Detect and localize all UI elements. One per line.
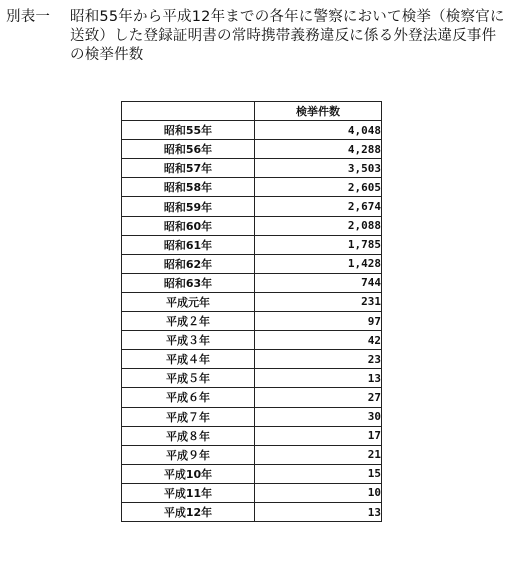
count-cell: 42 (255, 331, 382, 350)
year-cell: 昭和63年 (122, 273, 255, 292)
year-cell: 平成12年 (122, 502, 255, 521)
year-cell: 平成８年 (122, 426, 255, 445)
count-cell: 1,785 (255, 235, 382, 254)
year-cell: 平成７年 (122, 407, 255, 426)
table-row (122, 178, 382, 197)
arrest-count-table (121, 101, 382, 522)
table-row (122, 254, 382, 273)
table-body (122, 121, 382, 522)
count-cell: 4,048 (255, 121, 382, 140)
year-cell: 平成元年 (122, 292, 255, 311)
table-row (122, 407, 382, 426)
count-cell: 2,674 (255, 197, 382, 216)
count-cell: 231 (255, 292, 382, 311)
year-cell: 平成10年 (122, 464, 255, 483)
year-cell: 昭和60年 (122, 216, 255, 235)
count-cell: 23 (255, 350, 382, 369)
count-cell: 30 (255, 407, 382, 426)
count-cell: 97 (255, 312, 382, 331)
year-cell: 昭和62年 (122, 254, 255, 273)
table-row (122, 312, 382, 331)
year-cell: 平成４年 (122, 350, 255, 369)
count-cell: 21 (255, 445, 382, 464)
year-cell: 平成９年 (122, 445, 255, 464)
table-row (122, 464, 382, 483)
count-cell: 744 (255, 273, 382, 292)
year-cell: 平成11年 (122, 483, 255, 502)
year-cell: 昭和56年 (122, 140, 255, 159)
count-cell: 2,088 (255, 216, 382, 235)
count-cell: 17 (255, 426, 382, 445)
table-row (122, 235, 382, 254)
table-row (122, 292, 382, 311)
year-cell: 平成６年 (122, 388, 255, 407)
count-cell: 4,288 (255, 140, 382, 159)
year-cell: 昭和55年 (122, 121, 255, 140)
year-cell: 平成２年 (122, 312, 255, 331)
year-cell: 昭和57年 (122, 159, 255, 178)
caption-text: 昭和55年から平成12年までの各年に警察において検挙（検察官に送致）した登録証明書の常時携帯義務違反に係る外登法違反事件の検挙件数 (70, 9, 505, 63)
year-cell: 平成５年 (122, 369, 255, 388)
table-row (122, 273, 382, 292)
year-cell: 昭和59年 (122, 197, 255, 216)
table-row (122, 369, 382, 388)
count-cell: 15 (255, 464, 382, 483)
table-row (122, 388, 382, 407)
count-cell: 13 (255, 502, 382, 521)
header-year (122, 102, 255, 121)
count-cell: 10 (255, 483, 382, 502)
table-row (122, 121, 382, 140)
table-row (122, 426, 382, 445)
count-cell: 3,503 (255, 159, 382, 178)
year-cell: 昭和58年 (122, 178, 255, 197)
count-cell: 1,428 (255, 254, 382, 273)
count-cell: 27 (255, 388, 382, 407)
table-row (122, 445, 382, 464)
table-row (122, 350, 382, 369)
caption-label: 別表一 (6, 9, 51, 25)
table-row (122, 331, 382, 350)
count-cell: 2,605 (255, 178, 382, 197)
year-cell: 平成３年 (122, 331, 255, 350)
table-header-row (122, 102, 382, 121)
table-row (122, 502, 382, 521)
header-count: 検挙件数 (255, 102, 382, 121)
table-row (122, 216, 382, 235)
table-row (122, 159, 382, 178)
table-caption (6, 8, 506, 65)
table-row (122, 483, 382, 502)
year-cell: 昭和61年 (122, 235, 255, 254)
table-row (122, 140, 382, 159)
count-cell: 13 (255, 369, 382, 388)
table-row (122, 197, 382, 216)
